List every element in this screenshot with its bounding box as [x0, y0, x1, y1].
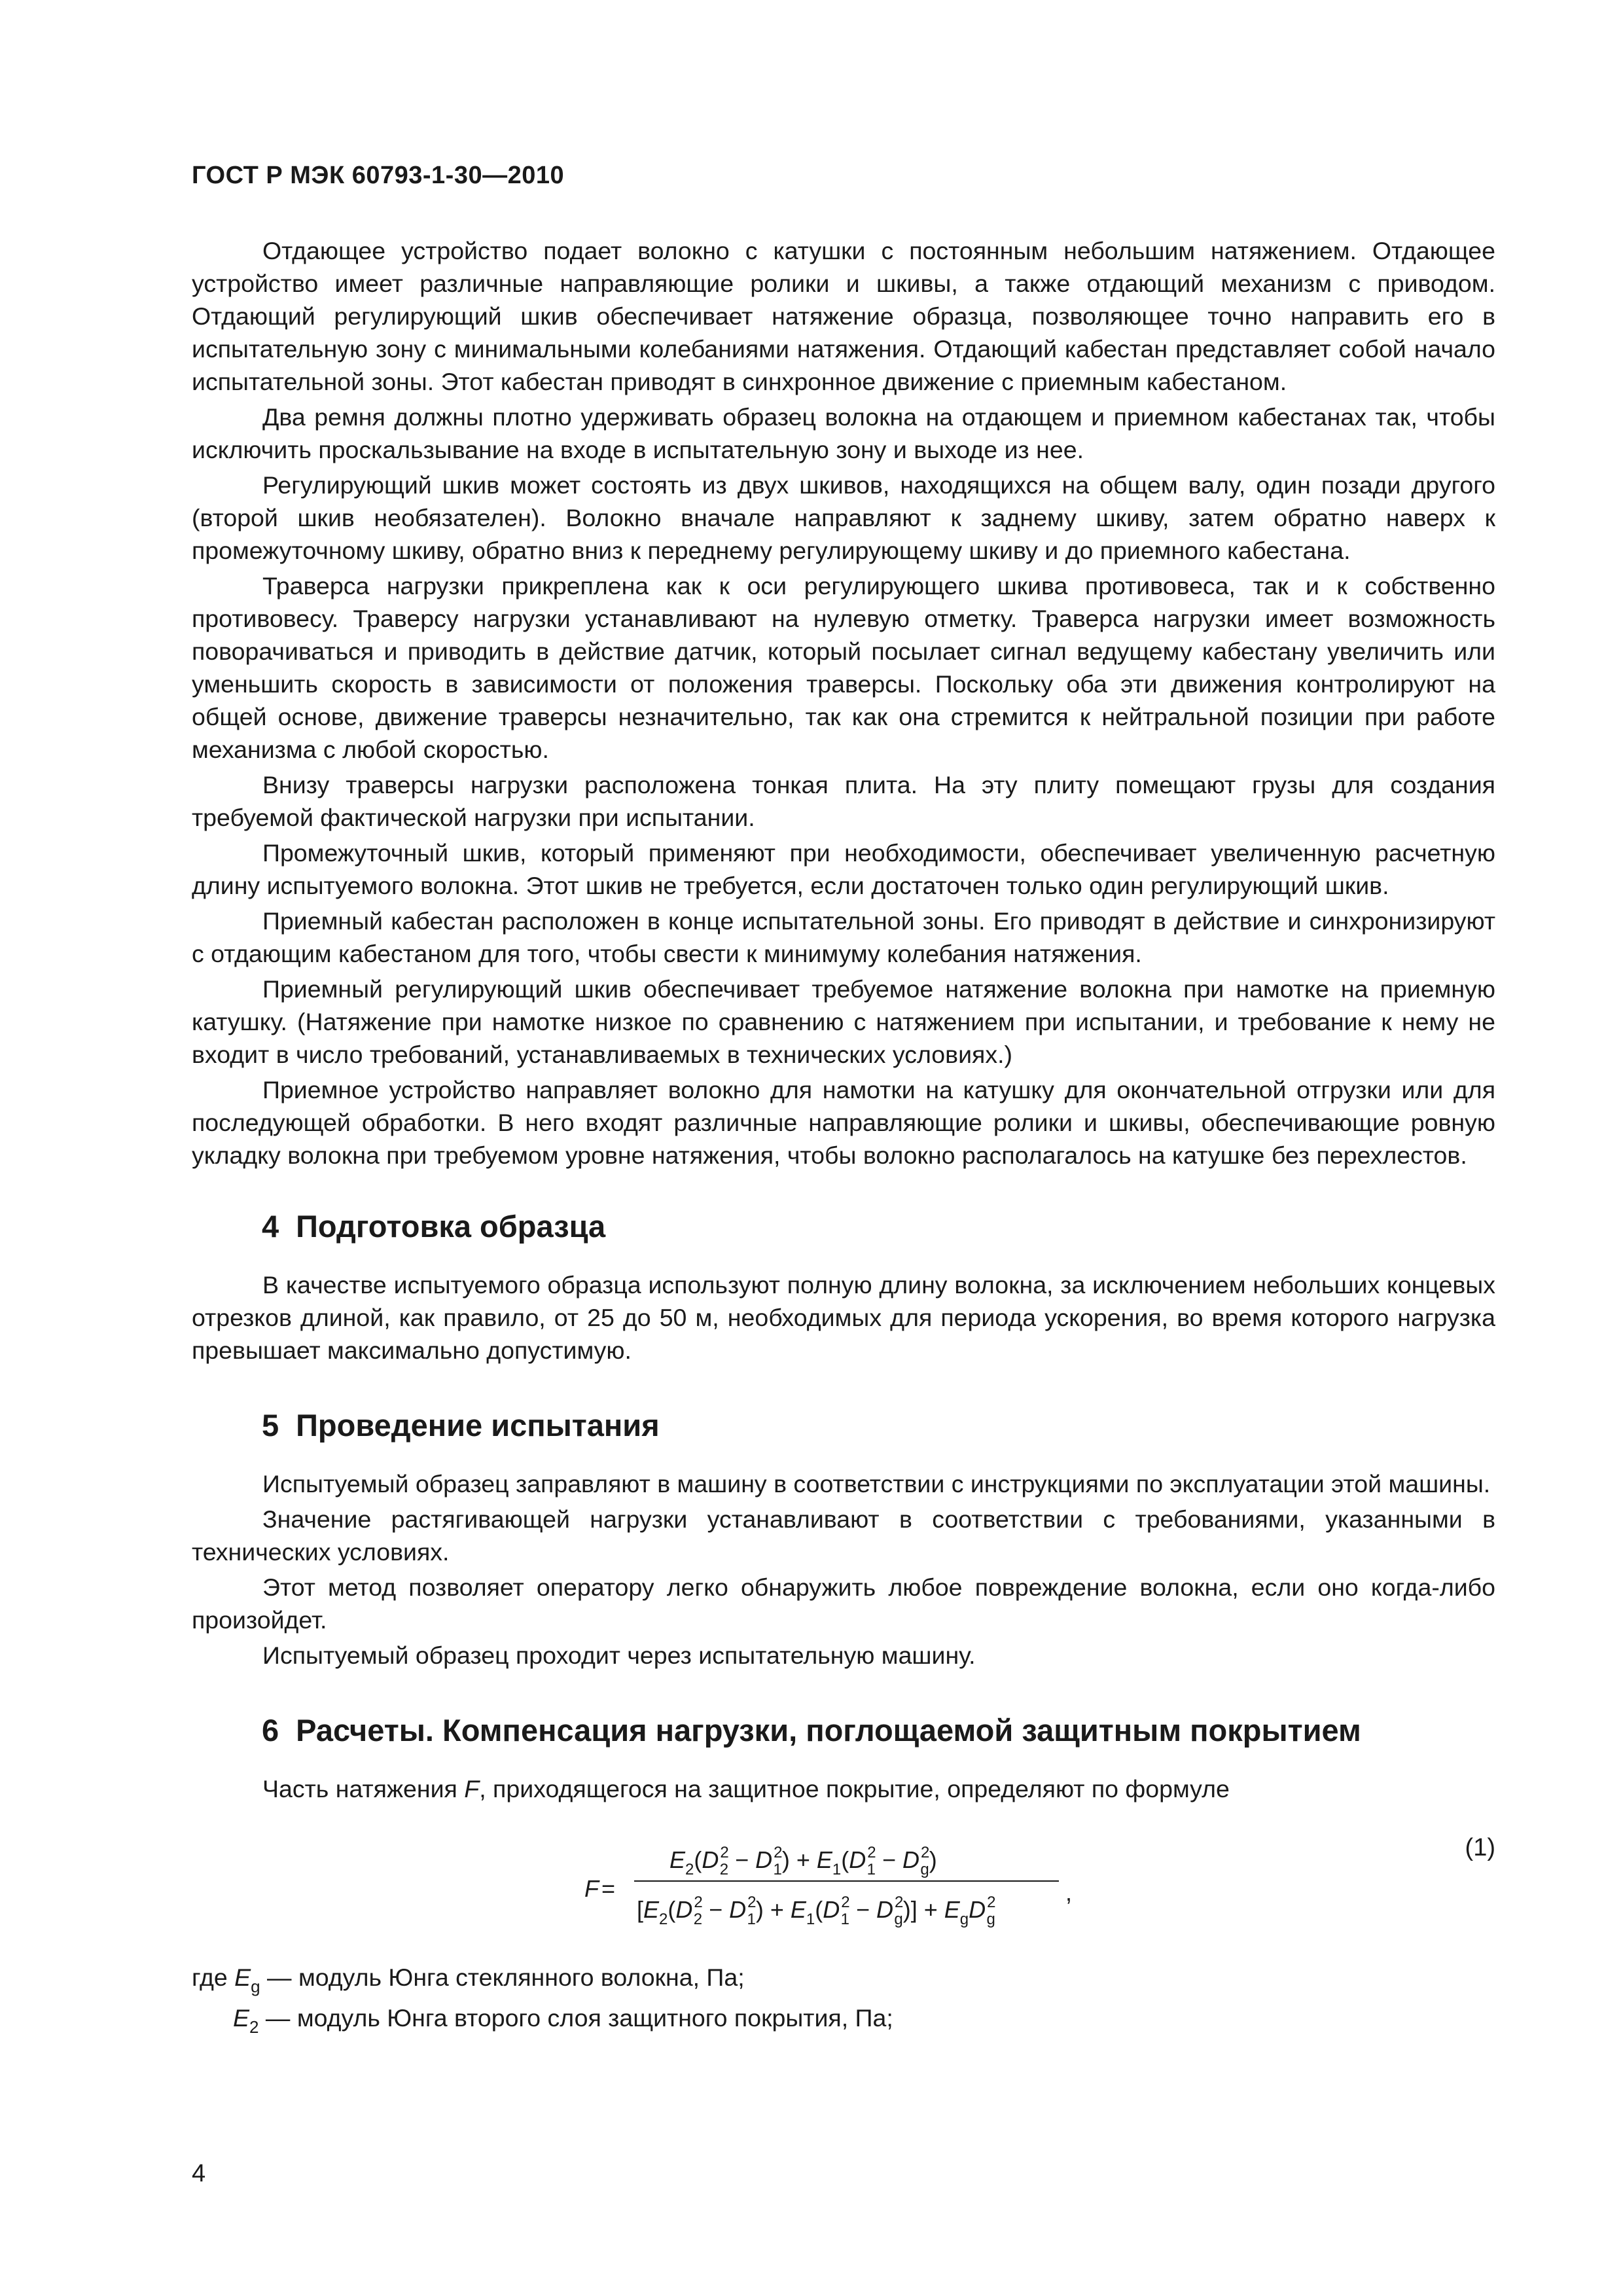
paragraph: Два ремня должны плотно удерживать образец волокна на отдающем и приемном кабестанах так, чтобы исключить проскальзывание на входе в испытательную зону и выходе из нее.	[192, 403, 1495, 463]
section-6-heading	[262, 1711, 1495, 1750]
equation-number: (1)	[1465, 1834, 1495, 1861]
paragraph: Внизу траверсы нагрузки расположена тонкая плита. На эту плиту помещают грузы для создания требуемой фактической нагрузки при испытании.	[192, 771, 1495, 831]
paragraph: Промежуточный шкив, который применяют при необходимости, обеспечивает увеличенную расчетную длину испытуемого волокна. Этот шкив не требуется, если достаточен только один регулирующий шкив.	[192, 839, 1495, 899]
paragraph: Отдающее устройство подает волокно с катушки с постоянным небольшим натяжением. Отдающее устройство имеет различные направляющие ролики и шкивы, а также отдающий механизм с приводом. Отдающий регулирующий шкив обеспечивает натяжение образца, позволяющее точно направить его в испытательную зону с минимальными колебаниями натяжения. Отдающий кабестан представляет собой начало испытательной зоны. Этот кабестан приводят в синхронное движение с приемным кабестаном.	[192, 237, 1495, 395]
document-header: ГОСТ Р МЭК 60793-1-30—2010	[192, 162, 565, 189]
variable-definitions	[192, 1958, 1495, 2037]
svg-text:=: =	[601, 1875, 616, 1902]
definition-line: $E_2$ — модуль Юнга второго слоя защитного покрытия, Па;	[233, 2004, 893, 2037]
section-title: Подготовка образца	[296, 1209, 606, 1244]
paragraph: Испытуемый образец заправляют в машину в соответствии с инструкциями по эксплуатации этой машины.	[262, 1470, 1491, 1498]
document-body	[192, 234, 1495, 2039]
formula-block	[192, 1827, 1495, 1932]
paragraph: Регулирующий шкив может состоять из двух шкивов, находящихся на общем валу, один позади другого (второй шкив необязателен). Волокно вначале направляют к заднему шкиву, затем обратно наверх к промежуточному шкиву, обратно вниз к переднему регулирующему шкиву и до приемного кабестана.	[192, 471, 1495, 564]
section-4-heading	[262, 1207, 1495, 1246]
section-number: 6	[262, 1713, 279, 1748]
formula-denominator: [$E_2(D^2$ $2 - D^2$ $1) + E_1(D^2$ $1 - D^2$ $g)] + E_gD^2$ g	[637, 1893, 996, 1928]
section-number: 4	[262, 1209, 279, 1244]
paragraph: Значение растягивающей нагрузки устанавливают в соответствии с требованиями, указанными в технических условиях.	[192, 1505, 1495, 1566]
section-number: 5	[262, 1408, 279, 1443]
section-5-heading	[262, 1406, 1495, 1445]
formula-intro: Часть натяжения F, приходящегося на защитное покрытие, определяют по формуле	[262, 1775, 1230, 1803]
paragraph: Этот метод позволяет оператору легко обнаружить любое повреждение волокна, если оно когда-либо произойдет.	[192, 1573, 1495, 1634]
paragraph: Приемное устройство направляет волокно для намотки на катушку для окончательной отгрузки или для последующей обработки. В него входят различные направляющие ролики и шкивы, обеспечивающие ровную укладку волокна при требуемом уровне натяжения, чтобы волокно располагалось на катушке без перехлестов.	[192, 1076, 1495, 1169]
section-title: Проведение испытания	[296, 1408, 660, 1443]
section-title: Расчеты. Компенсация нагрузки, поглощаемой защитным покрытием	[296, 1713, 1361, 1748]
paragraph: Испытуемый образец проходит через испытательную машину.	[262, 1641, 976, 1669]
intro-paragraphs	[192, 234, 1495, 1172]
svg-text:,: ,	[1065, 1879, 1073, 1906]
paragraph: Траверса нагрузки прикреплена как к оси регулирующего шкива противовеса, так и к собственно противовесу. Траверсу нагрузки устанавливают на нулевую отметку. Траверса нагрузки имеет возможность поворачиваться и приводить в действие датчик, который посылает сигнал ведущему кабестану увеличить или уменьшить скорость в зависимости от положения траверсы. Поскольку оба эти движения контролируют на общей основе, движение траверсы незначительно, так как она стремится к нейтральной позиции при работе механизма с любой скоростью.	[192, 572, 1495, 763]
paragraph: Приемный регулирующий шкив обеспечивает требуемое натяжение волокна при намотке на приемную катушку. (Натяжение при намотке низкое по сравнению с натяжением при испытании, и требование к нему не входит в число требований, устанавливаемых в технических условиях.)	[192, 975, 1495, 1068]
formula	[584, 1827, 1304, 1932]
definition-line: где $E_g$ — модуль Юнга стеклянного волокна, Па;	[192, 1964, 745, 1996]
page-number: 4	[192, 2160, 206, 2187]
formula-lhs: F	[584, 1875, 599, 1902]
paragraph: Приемный кабестан расположен в конце испытательной зоны. Его приводят в действие и синхронизируют с отдающим кабестаном для того, чтобы свести к минимуму колебания натяжения.	[192, 907, 1495, 967]
paragraph: В качестве испытуемого образца используют полную длину волокна, за исключением небольших концевых отрезков длиной, как правило, от 25 до 50 м, необходимых для периода ускорения, во время которого нагрузка превышает максимально допустимую.	[192, 1271, 1495, 1364]
formula-numerator: $E_2(D^2$ $2 - D^2$ $1) + E_1(D^2$ $1 - D^2$ g)	[669, 1844, 937, 1878]
